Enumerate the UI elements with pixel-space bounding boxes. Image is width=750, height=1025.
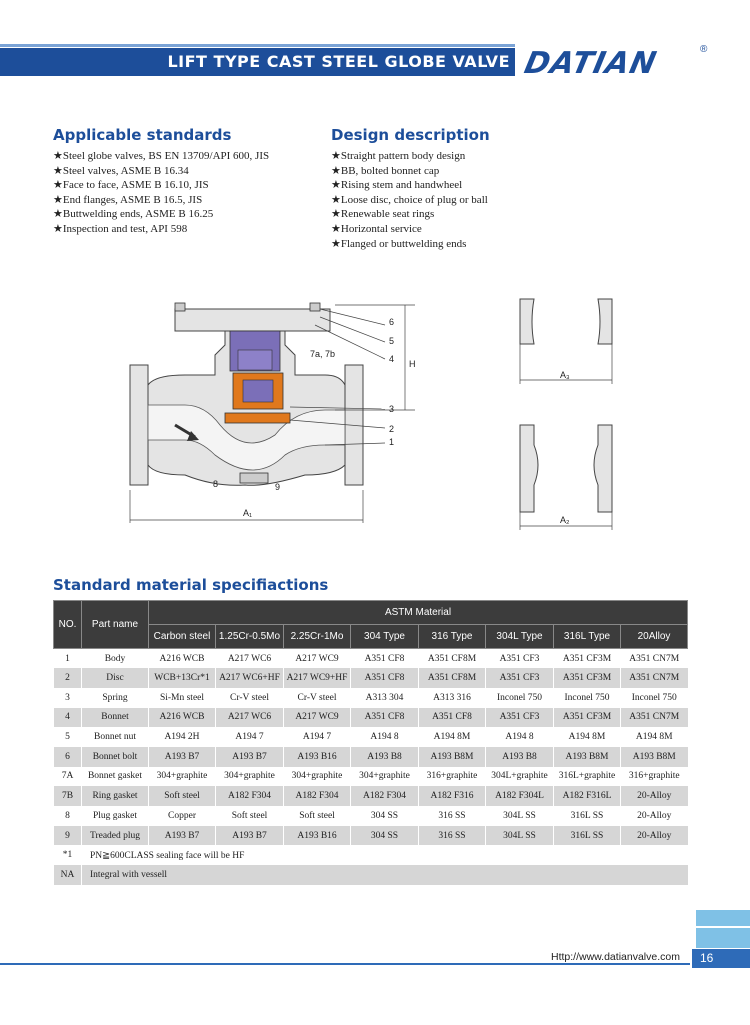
table-row xyxy=(54,688,688,708)
material-cell: 304+graphite xyxy=(284,767,351,787)
header-material: 2.25Cr-1Mo xyxy=(284,625,351,649)
material-spec-table xyxy=(53,600,688,885)
material-cell: A182 F304 xyxy=(216,786,284,806)
part-name-cell: Body xyxy=(82,649,149,669)
header-material: 316L Type xyxy=(554,625,621,649)
material-cell: A194 2H xyxy=(149,727,216,747)
row-number: 5 xyxy=(54,727,82,747)
material-cell: A351 CF8 xyxy=(351,649,419,669)
page-number: 16 xyxy=(692,949,750,968)
row-number: 1 xyxy=(54,649,82,669)
row-number: 8 xyxy=(54,806,82,826)
brand-logo-text: DATIAN xyxy=(521,46,660,81)
material-cell: A193 B8 xyxy=(351,747,419,767)
row-number: 2 xyxy=(54,668,82,688)
material-cell: A351 CF3 xyxy=(486,668,554,688)
dimension-h: H xyxy=(409,359,416,369)
brand-logo xyxy=(521,44,720,81)
design-item: ★ BB, bolted bonnet cap xyxy=(331,164,488,179)
material-cell: 304L SS xyxy=(486,806,554,826)
row-number: 6 xyxy=(54,747,82,767)
material-cell: A351 CN7M xyxy=(621,649,688,669)
material-cell: A193 B8 xyxy=(486,747,554,767)
material-cell: A193 B8M xyxy=(554,747,621,767)
material-cell: A194 8M xyxy=(554,727,621,747)
material-cell: A194 8 xyxy=(351,727,419,747)
material-cell: A351 CN7M xyxy=(621,708,688,728)
header-accent-line xyxy=(0,44,515,47)
material-cell: A217 WC9 xyxy=(284,708,351,728)
applicable-standards-list xyxy=(53,149,269,237)
material-cell: A182 F316 xyxy=(419,786,486,806)
material-cell: A351 CF3M xyxy=(554,708,621,728)
callout-5: 5 xyxy=(389,336,395,346)
design-item: ★ Rising stem and handwheel xyxy=(331,178,488,193)
material-cell: A351 CF8 xyxy=(419,708,486,728)
material-cell: A351 CN7M xyxy=(621,668,688,688)
callout-6: 6 xyxy=(389,317,395,327)
buttweld-end-detail xyxy=(512,294,622,384)
material-cell: 304 SS xyxy=(351,806,419,826)
material-cell: A351 CF3M xyxy=(554,649,621,669)
table-row xyxy=(54,649,688,669)
material-cell: A351 CF8M xyxy=(419,649,486,669)
material-cell: 304+graphite xyxy=(351,767,419,787)
material-cell: A193 B7 xyxy=(149,747,216,767)
material-cell: A217 WC6 xyxy=(216,708,284,728)
material-cell: 304+graphite xyxy=(149,767,216,787)
note-text: PN≧600CLASS sealing face will be HF xyxy=(82,845,688,865)
footer-decor-block xyxy=(696,928,750,948)
design-item: ★ Renewable seat rings xyxy=(331,207,488,222)
flanged-end-detail xyxy=(512,420,622,532)
material-cell: WCB+13Cr*1 xyxy=(149,668,216,688)
material-cell: Cr-V steel xyxy=(216,688,284,708)
material-cell: 20-Alloy xyxy=(621,826,688,846)
table-row xyxy=(54,806,688,826)
standard-item: ★ Steel valves, ASME B 16.34 xyxy=(53,164,269,179)
table-row xyxy=(54,708,688,728)
material-cell: 316L+graphite xyxy=(554,767,621,787)
material-cell: 304+graphite xyxy=(216,767,284,787)
header-no: NO. xyxy=(54,601,82,649)
material-cell: A194 7 xyxy=(284,727,351,747)
material-cell: A194 7 xyxy=(216,727,284,747)
dimension-a3: A₃ xyxy=(560,370,570,380)
material-cell: A217 WC6 xyxy=(216,649,284,669)
material-cell: A193 B7 xyxy=(149,826,216,846)
material-cell: 304L SS xyxy=(486,826,554,846)
callout-3: 3 xyxy=(389,404,395,414)
dimension-a2: A₂ xyxy=(560,515,570,525)
material-cell: 316L SS xyxy=(554,806,621,826)
material-cell: A351 CF8M xyxy=(419,668,486,688)
callout-9: 9 xyxy=(275,482,281,492)
dimension-a1: A₁ xyxy=(243,508,253,518)
material-table-body xyxy=(54,649,688,885)
design-description-title: Design description xyxy=(331,126,490,144)
table-row xyxy=(54,747,688,767)
design-item: ★ Straight pattern body design xyxy=(331,149,488,164)
table-row xyxy=(54,668,688,688)
material-cell: A351 CF3 xyxy=(486,649,554,669)
part-name-cell: Spring xyxy=(82,688,149,708)
material-table-title: Standard material specifiactions xyxy=(53,576,329,594)
valve-cross-section-drawing xyxy=(125,295,435,525)
footer-url: Http://www.datianvalve.com xyxy=(551,951,680,963)
material-cell: Soft steel xyxy=(149,786,216,806)
material-cell: 20-Alloy xyxy=(621,806,688,826)
header-astm-material: ASTM Material xyxy=(149,601,688,625)
header-material: 304L Type xyxy=(486,625,554,649)
table-row xyxy=(54,767,688,787)
header-part-name: Part name xyxy=(82,601,149,649)
material-cell: A216 WCB xyxy=(149,708,216,728)
part-name-cell: Disc xyxy=(82,668,149,688)
table-row xyxy=(54,727,688,747)
design-description-list xyxy=(331,149,488,251)
part-name-cell: Bonnet nut xyxy=(82,727,149,747)
material-cell: A351 CF3M xyxy=(554,668,621,688)
material-cell: Soft steel xyxy=(284,806,351,826)
header-material: Carbon steel xyxy=(149,625,216,649)
material-cell: 316+graphite xyxy=(419,767,486,787)
material-cell: A351 CF8 xyxy=(351,708,419,728)
material-cell: A182 F304L xyxy=(486,786,554,806)
standard-item: ★ Inspection and test, API 598 xyxy=(53,222,269,237)
standard-item: ★ End flanges, ASME B 16.5, JIS xyxy=(53,193,269,208)
material-cell: A313 316 xyxy=(419,688,486,708)
material-cell: Inconel 750 xyxy=(486,688,554,708)
row-number: 7A xyxy=(54,767,82,787)
material-cell: A193 B7 xyxy=(216,826,284,846)
row-number: 3 xyxy=(54,688,82,708)
header-material: 304 Type xyxy=(351,625,419,649)
material-cell: Inconel 750 xyxy=(554,688,621,708)
material-cell: 304L+graphite xyxy=(486,767,554,787)
header-material: 316 Type xyxy=(419,625,486,649)
material-cell: A193 B8M xyxy=(419,747,486,767)
material-cell: Inconel 750 xyxy=(621,688,688,708)
material-cell: A193 B8M xyxy=(621,747,688,767)
part-name-cell: Bonnet bolt xyxy=(82,747,149,767)
part-name-cell: Treaded plug xyxy=(82,826,149,846)
material-cell: 20-Alloy xyxy=(621,786,688,806)
material-cell: Soft steel xyxy=(216,806,284,826)
header-material: 1.25Cr-0.5Mo xyxy=(216,625,284,649)
material-cell: A194 8M xyxy=(419,727,486,747)
footer-decor-block xyxy=(696,910,750,926)
part-name-cell: Plug gasket xyxy=(82,806,149,826)
material-cell: 304 SS xyxy=(351,826,419,846)
material-cell: A193 B16 xyxy=(284,747,351,767)
part-name-cell: Bonnet gasket xyxy=(82,767,149,787)
note-text: Integral with vessell xyxy=(82,865,688,885)
row-number: 9 xyxy=(54,826,82,846)
note-marker: *1 xyxy=(54,845,82,865)
material-cell: A217 WC9 xyxy=(284,649,351,669)
part-name-cell: Ring gasket xyxy=(82,786,149,806)
applicable-standards-title: Applicable standards xyxy=(53,126,232,144)
table-note-row xyxy=(54,845,688,865)
material-cell: A217 WC9+HF xyxy=(284,668,351,688)
material-cell: 316+graphite xyxy=(621,767,688,787)
registered-mark: ® xyxy=(700,44,708,55)
callout-1: 1 xyxy=(389,437,395,447)
callout-4: 4 xyxy=(389,354,395,364)
note-marker: NA xyxy=(54,865,82,885)
standard-item: ★ Steel globe valves, BS EN 13709/API 600, JIS xyxy=(53,149,269,164)
table-row xyxy=(54,786,688,806)
row-number: 4 xyxy=(54,708,82,728)
material-cell: A217 WC6+HF xyxy=(216,668,284,688)
material-cell: A194 8M xyxy=(621,727,688,747)
material-cell: A182 F304 xyxy=(351,786,419,806)
design-item: ★ Horizontal service xyxy=(331,222,488,237)
material-cell: A351 CF3 xyxy=(486,708,554,728)
design-item: ★ Flanged or buttwelding ends xyxy=(331,237,488,252)
material-cell: A193 B7 xyxy=(216,747,284,767)
material-cell: A194 8 xyxy=(486,727,554,747)
callout-8: 8 xyxy=(213,479,219,489)
material-cell: 316L SS xyxy=(554,826,621,846)
callout-7ab: 7a, 7b xyxy=(310,349,336,359)
standard-item: ★ Face to face, ASME B 16.10, JIS xyxy=(53,178,269,193)
footer-rule xyxy=(0,963,690,965)
material-cell: Copper xyxy=(149,806,216,826)
header-material: 20Alloy xyxy=(621,625,688,649)
callout-2: 2 xyxy=(389,424,395,434)
material-cell: A351 CF8 xyxy=(351,668,419,688)
page-title: LIFT TYPE CAST STEEL GLOBE VALVE xyxy=(167,52,510,71)
material-cell: Cr-V steel xyxy=(284,688,351,708)
material-cell: 316 SS xyxy=(419,826,486,846)
table-note-row xyxy=(54,865,688,885)
standard-item: ★ Buttwelding ends, ASME B 16.25 xyxy=(53,207,269,222)
material-cell: A193 B16 xyxy=(284,826,351,846)
table-row xyxy=(54,826,688,846)
material-cell: Si-Mn steel xyxy=(149,688,216,708)
design-item: ★ Loose disc, choice of plug or ball xyxy=(331,193,488,208)
material-cell: A182 F304 xyxy=(284,786,351,806)
row-number: 7B xyxy=(54,786,82,806)
material-cell: A216 WCB xyxy=(149,649,216,669)
material-cell: 316 SS xyxy=(419,806,486,826)
material-cell: A182 F316L xyxy=(554,786,621,806)
material-cell: A313 304 xyxy=(351,688,419,708)
part-name-cell: Bonnet xyxy=(82,708,149,728)
